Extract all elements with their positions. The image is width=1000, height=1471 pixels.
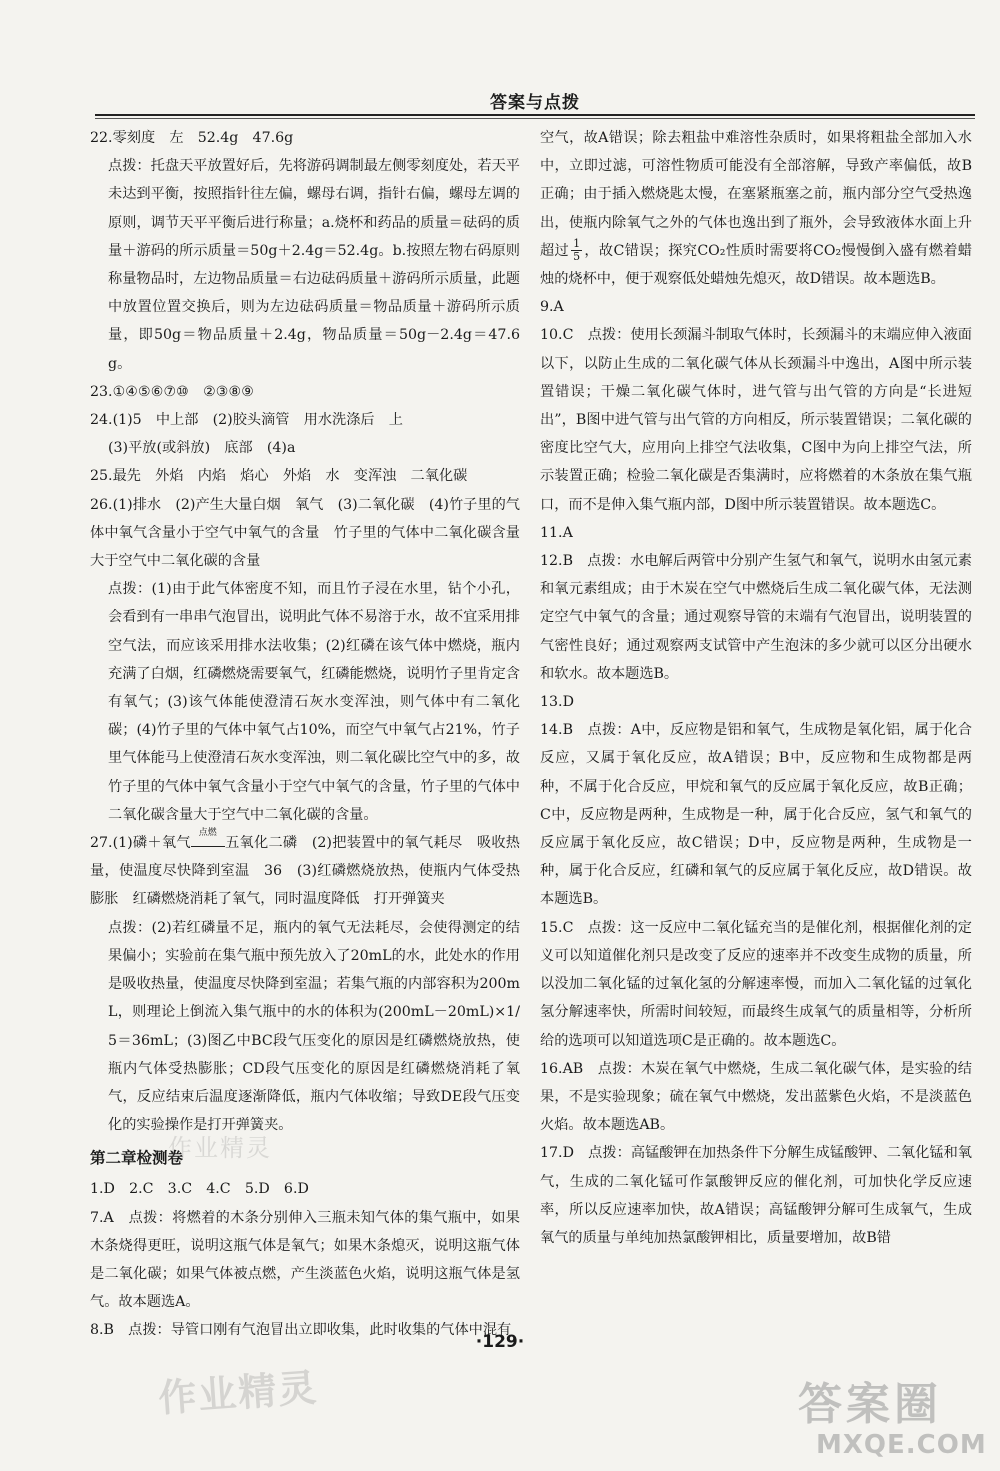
fraction-denominator: 5 [573,250,581,264]
answer-8-cont-end: ，故C错误；探究CO₂性质时需要将CO₂慢慢倒入盛有燃着蜡烛的烧杯中，便于观察低处蜡烛先熄灭，故D错误。故本题选B。 [540,242,972,288]
reaction-condition: 点燃 [198,828,217,839]
watermark-logo-url: MXQE.COM [816,1430,987,1460]
note-26: 点拨：(1)由于此气体密度不知，而且竹子浸在水里，钻个小孔，会看到有一串串气泡冒出，说明此气体不易溶于水，故不宜采用排空气法，而应该采用排水法收集；(2)红磷在该气体中燃烧，瓶内充满了白烟，红磷燃烧需要氧气，红磷能燃烧，说明竹子里肯定含有氧气；(3)该气体能使澄清石灰水变浑浊，则气体中有二氧化碳；(4)竹子里的气体中氧气占10%，而空气中氧气占21%，竹子里气体能马上使澄清石灰水变浑浊，则二氧化碳比空气中的多，故竹子里的气体中氧气含量小于空气中氧气的含量，竹子里的气体中二氧化碳含量大于空气中二氧化碳的含量。 [108,581,520,823]
fraction-numerator: 1 [573,237,581,251]
answer-17: 17.D 点拨：高锰酸钾在加热条件下分解生成锰酸钾、二氧化锰和氧气，生成的二氧化锰可作氯酸钾反应的催化剂，可加快化学反应速率，所以反应速率加快，故A错误；高锰酸钾分解可生成氧气，生成氧气的质量与单纯加热氯酸钾相比，质量要增加，故B错 [540,1145,972,1246]
note-22: 点拨：托盘天平放置好后，先将游码调制最左侧零刻度处，若天平未达到平衡，按照指针往左偏，螺母右调，指针右偏，螺母左调的原则，调节天平平衡后进行称量；a.烧杯和药品的质量＝砝码的质量＋游码的所示质量＝50g＋2.4g＝52.4g。b.按照左物右码原则称量物品时，左边物品质量＝右边砝码质量＋游码所示质量，此题中放置位置交换后，则为左边砝码质量＝物品质量＋游码所示质量，即50g＝物品质量＋2.4g，物品质量＝50g－2.4g＝47.6g。 [108,158,520,372]
right-column [540,124,972,1252]
watermark-logo [798,1380,988,1468]
fraction [571,238,582,263]
answer-15: 15.C 点拨：这一反应中二氧化锰充当的是催化剂，根据催化剂的定义可以知道催化剂只是改变了反应的速率并不改变生成物的质量，所以没加二氧化锰的过氧化氢的分解速率慢，而加入二氧化锰的过氧化氢分解速率快，所需时间较短，而最终生成氧气的质量相等，分析所给的选项可以知道选项C是正确的。故本题选C。 [540,919,972,1049]
page-header: 答案与点拨 [490,93,580,113]
header-rule [95,114,975,116]
answer-9: 9.A [540,299,564,316]
answer-11: 11.A [540,524,573,541]
answer-12: 12.B 点拨：水电解后两管中分别产生氢气和氧气，说明水由氢元素和氧元素组成；由于木炭在空气中燃烧后生成二氧化碳气体，无法测定空气中氧气的含量；通过观察导管的末端有气泡冒出，说明装置的气密性良好；通过观察两支试管中产生泡沫的多少就可以区分出硬水和软水。故本题选B。 [540,553,972,682]
note-27: 点拨：(2)若红磷量不足，瓶内的氧气无法耗尽，会使得测定的结果偏小；实验前在集气瓶中预先放入了20mL的水，此处水的作用是吸收热量，使温度尽快降到室温；若集气瓶的内部容积为200mL，则理论上倒流入集气瓶中的水的体积为(200mL－20mL)×1/5＝36mL；(3)图乙中BC段气压变化的原因是红磷燃烧放热，使瓶内气体受热膨胀；CD段气压变化的原因是红磷燃烧消耗了氧气，反应结束后温度逐渐降低，瓶内气体收缩；导致DE段气压变化的实验操作是打开弹簧夹。 [108,919,520,1134]
answer-27-rest: 五氧化二磷 (2)把装置中的氧气耗尽 吸收热量，使温度尽快降到室温 36 (3)红磷燃烧放热，使瓶内气体受热膨胀 红磷燃烧消耗了氧气，同时温度降低 打开弹簧夹 [90,835,520,908]
section-title: 第二章检测卷 [90,1149,184,1168]
left-column [90,124,520,1345]
answer-10: 10.C 点拨：使用长颈漏斗制取气体时，长颈漏斗的末端应伸入液面以下，以防止生成的二氧化碳气体从长颈漏斗中逸出，A图中所示装置错误；干燥二氧化碳气体时，进气管与出气管的方向是“长进短出”，B图中进气管与出气管的方向相反，所示装置错误；二氧化碳的密度比空气大，应用向上排空气法收集，C图中为向上排空气法，所示装置正确；检验二氧化碳是否集满时，应将燃着的木条放在集气瓶口，而不是伸入集气瓶内部，D图中所示装置错误。故本题选C。 [540,327,972,513]
answer-13: 13.D [540,694,574,711]
watermark-bottom: 作业精灵 [156,1365,320,1421]
page-number: ·129· [475,1332,525,1352]
answer-8-cont-start: 空气，故A错误；除去粗盐中难溶性杂质时，如果将粗盐全部加入水中，立即过滤，可溶性物质可能没有全部溶解，导致产率偏低，故B正确；由于插入燃烧匙太慢，在塞紧瓶塞之前，瓶内部分空气受热逸出，使瓶内除氧气之外的气体也逸出到了瓶外，会导致液体水面上升超过 [540,130,972,259]
watermark-logo-mark: 答案圈 [798,1379,942,1430]
answer-23: 23.①④⑤⑥⑦⑩ ②③⑧⑨ [90,383,254,400]
answer-8: 8.B 点拨：导管口刚有气泡冒出立即收集，此时收集的气体中混有 [90,1322,512,1339]
answer-7: 7.A 点拨：将燃着的木条分别伸入三瓶未知气体的集气瓶中，如果木条烧得更旺，说明这瓶气体是氧气；如果木条熄灭，说明这瓶气体是二氧化碳；如果气体被点燃，产生淡蓝色火焰，说明这瓶气体是氢气。故本题选A。 [90,1209,520,1311]
answer-8-cont [540,124,972,293]
answer-24-cont: (3)平放(或斜放) 底部 (4)a [108,440,296,457]
answer-14: 14.B 点拨：A中，反应物是铝和氧气，生成物是氧化铝，属于化合反应，又属于氧化反应，故A错误；B中，反应物和生成物都是两种，不属于化合反应，甲烷和氧气的反应属于氧化反应，故B正确；C中，反应物是两种，生成物是一种，属于化合反应，氢气和氧气的反应属于氧化反应，故C错误；D中，反应物是两种，生成物是一种，属于化合反应，红磷和氧气的反应属于氧化反应，故D错误。故本题选B。 [540,722,972,908]
answer-27-start: 27.(1)磷＋氧气 [90,835,191,852]
header-rule-thin [95,118,975,119]
answer-25: 25.最先 外焰 内焰 焰心 外焰 水 变浑浊 二氧化碳 [90,468,468,485]
answer-26: 26.(1)排水 (2)产生大量白烟 氧气 (3)二氧化碳 (4)竹子里的气体中氧气含量小于空气中氧气的含量 竹子里的气体中二氧化碳含量大于空气中二氧化碳的含量 [90,496,520,570]
answer-22: 22.零刻度 左 52.4g 47.6g [90,130,294,146]
watermark-middle: 作业精灵 [168,1134,272,1162]
answer-24: 24.(1)5 中上部 (2)胶头滴管 用水洗涤后 上 [90,412,403,429]
answers-1-6: 1.D 2.C 3.C 4.C 5.D 6.D [90,1181,309,1198]
reaction-arrow [191,828,225,847]
answer-27 [90,829,520,914]
answer-16: 16.AB 点拨：木炭在氧气中燃烧，生成二氧化碳气体，是实验的结果，不是实验现象；硫在氧气中燃烧，发出蓝紫色火焰，不是淡蓝色火焰。故本题选AB。 [540,1060,972,1134]
